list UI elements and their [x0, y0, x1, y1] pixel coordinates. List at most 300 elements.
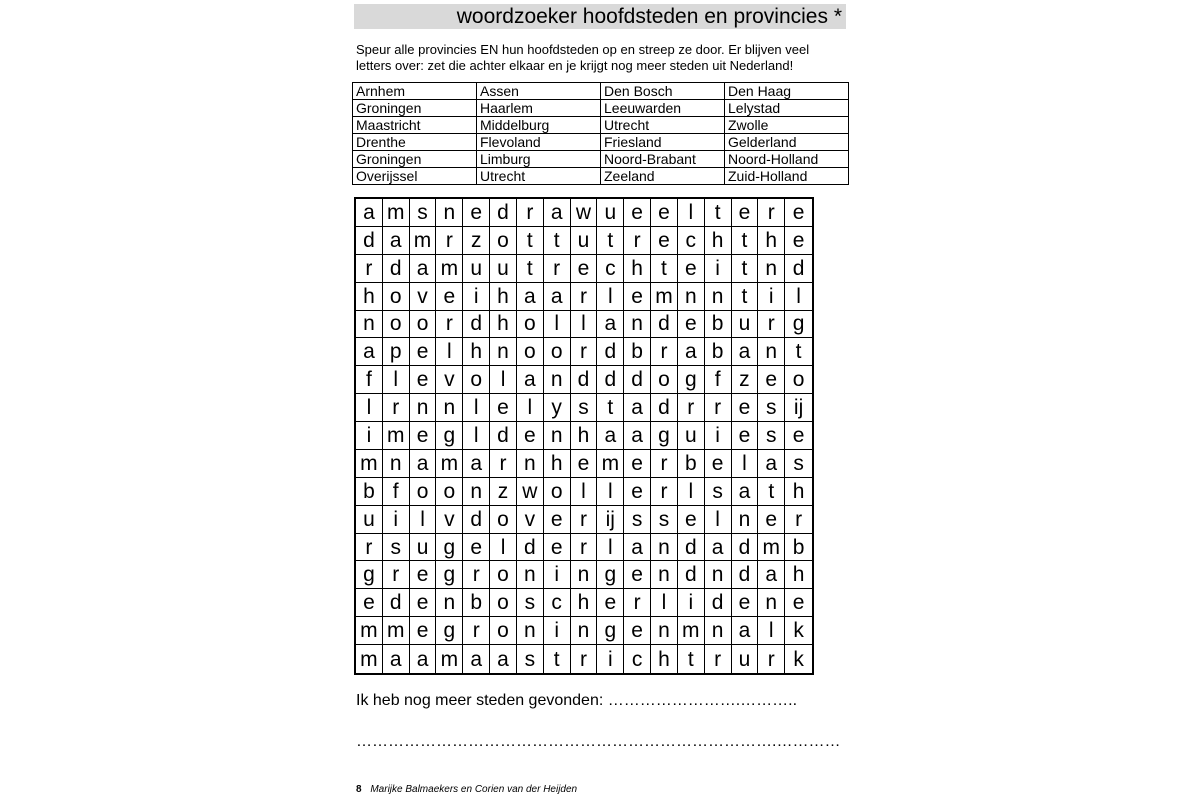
grid-letter-cell[interactable]: m — [356, 450, 383, 478]
grid-letter-cell[interactable]: o — [490, 506, 517, 534]
grid-letter-cell[interactable]: l — [463, 422, 490, 450]
word-list-cell: Drenthe — [353, 134, 477, 151]
grid-letter-cell[interactable]: r — [383, 561, 410, 589]
grid-letter-cell[interactable]: n — [436, 199, 463, 227]
grid-letter-cell[interactable]: g — [436, 617, 463, 645]
grid-letter-cell[interactable]: o — [490, 227, 517, 255]
grid-letter-cell[interactable]: g — [597, 561, 624, 589]
grid-letter-cell[interactable]: a — [383, 227, 410, 255]
grid-letter-cell[interactable]: h — [758, 227, 785, 255]
grid-letter-cell[interactable]: t — [544, 645, 571, 673]
grid-letter-cell[interactable]: d — [785, 255, 812, 283]
grid-letter-cell[interactable]: b — [624, 338, 651, 366]
grid-letter-cell[interactable]: r — [651, 478, 678, 506]
grid-letter-cell[interactable]: e — [517, 422, 544, 450]
grid-letter-cell[interactable]: o — [383, 283, 410, 311]
grid-letter-cell[interactable]: d — [463, 506, 490, 534]
grid-letter-cell[interactable]: e — [463, 199, 490, 227]
grid-letter-cell[interactable]: e — [758, 366, 785, 394]
grid-letter-cell[interactable]: s — [517, 645, 544, 673]
grid-letter-cell[interactable]: u — [732, 645, 759, 673]
grid-letter-cell[interactable]: r — [705, 394, 732, 422]
grid-letter-cell[interactable]: h — [624, 255, 651, 283]
grid-letter-cell[interactable]: r — [571, 534, 598, 562]
grid-letter-cell[interactable]: s — [410, 199, 437, 227]
grid-letter-cell[interactable]: e — [356, 589, 383, 617]
grid-letter-cell[interactable]: m — [678, 617, 705, 645]
grid-letter-cell[interactable]: l — [758, 617, 785, 645]
grid-letter-cell[interactable]: e — [410, 366, 437, 394]
grid-letter-cell[interactable]: r — [544, 255, 571, 283]
grid-letter-cell[interactable]: a — [758, 561, 785, 589]
grid-letter-cell[interactable]: t — [732, 255, 759, 283]
grid-letter-cell[interactable]: w — [571, 199, 598, 227]
grid-letter-cell[interactable]: r — [463, 617, 490, 645]
grid-letter-cell[interactable]: r — [624, 227, 651, 255]
grid-letter-cell[interactable]: a — [624, 534, 651, 562]
grid-letter-cell[interactable]: l — [785, 283, 812, 311]
grid-letter-cell[interactable]: n — [705, 561, 732, 589]
grid-letter-cell[interactable]: t — [597, 394, 624, 422]
grid-letter-cell[interactable]: v — [436, 366, 463, 394]
grid-letter-cell[interactable]: o — [544, 478, 571, 506]
grid-letter-cell[interactable]: n — [758, 589, 785, 617]
grid-letter-cell[interactable]: t — [651, 255, 678, 283]
grid-letter-cell[interactable]: g — [436, 561, 463, 589]
grid-letter-cell[interactable]: u — [678, 422, 705, 450]
grid-letter-cell[interactable]: n — [705, 283, 732, 311]
grid-letter-cell[interactable]: a — [383, 645, 410, 673]
grid-letter-cell[interactable]: d — [356, 227, 383, 255]
grid-letter-cell[interactable]: e — [705, 450, 732, 478]
grid-letter-cell[interactable]: l — [490, 534, 517, 562]
grid-letter-cell[interactable]: u — [490, 255, 517, 283]
grid-letter-cell[interactable]: g — [597, 617, 624, 645]
grid-letter-cell[interactable]: e — [410, 561, 437, 589]
grid-letter-cell[interactable]: n — [624, 311, 651, 339]
grid-letter-cell[interactable]: a — [544, 199, 571, 227]
grid-letter-cell[interactable]: r — [490, 450, 517, 478]
word-search-grid — [354, 197, 814, 675]
grid-letter-cell[interactable]: a — [624, 422, 651, 450]
word-list-cell: Limburg — [477, 151, 601, 168]
grid-letter-cell[interactable]: h — [571, 589, 598, 617]
grid-letter-cell[interactable]: t — [517, 255, 544, 283]
grid-letter-cell[interactable]: r — [383, 394, 410, 422]
grid-letter-cell[interactable]: b — [678, 450, 705, 478]
grid-letter-cell[interactable]: k — [785, 617, 812, 645]
grid-letter-cell[interactable]: o — [517, 338, 544, 366]
grid-letter-cell[interactable]: a — [597, 422, 624, 450]
grid-letter-cell[interactable]: e — [651, 199, 678, 227]
grid-letter-cell[interactable]: m — [383, 617, 410, 645]
grid-letter-cell[interactable]: n — [758, 338, 785, 366]
grid-letter-cell[interactable]: n — [436, 394, 463, 422]
grid-letter-cell[interactable]: r — [758, 311, 785, 339]
grid-letter-cell[interactable]: l — [597, 534, 624, 562]
grid-letter-cell[interactable]: ij — [597, 506, 624, 534]
grid-letter-cell[interactable]: d — [383, 589, 410, 617]
grid-letter-cell[interactable]: d — [624, 366, 651, 394]
grid-letter-cell[interactable]: m — [383, 422, 410, 450]
grid-letter-cell[interactable]: a — [597, 311, 624, 339]
grid-letter-cell[interactable]: u — [597, 199, 624, 227]
grid-letter-cell[interactable]: d — [597, 366, 624, 394]
grid-letter-cell[interactable]: o — [517, 311, 544, 339]
grid-letter-cell[interactable]: r — [463, 561, 490, 589]
grid-letter-cell[interactable]: e — [785, 199, 812, 227]
grid-letter-cell[interactable]: m — [597, 450, 624, 478]
grid-letter-cell[interactable]: e — [544, 534, 571, 562]
grid-letter-cell[interactable]: s — [383, 534, 410, 562]
grid-letter-cell[interactable]: y — [544, 394, 571, 422]
grid-letter-cell[interactable]: a — [758, 450, 785, 478]
grid-letter-cell[interactable]: e — [678, 311, 705, 339]
grid-letter-cell[interactable]: b — [463, 589, 490, 617]
grid-letter-cell[interactable]: a — [356, 338, 383, 366]
grid-letter-cell[interactable]: d — [571, 366, 598, 394]
grid-letter-cell[interactable]: r — [651, 338, 678, 366]
grid-letter-cell[interactable]: l — [383, 366, 410, 394]
grid-letter-cell[interactable]: i — [544, 617, 571, 645]
word-list-row — [353, 117, 849, 134]
grid-letter-cell[interactable]: n — [463, 478, 490, 506]
grid-letter-cell[interactable]: h — [651, 645, 678, 673]
grid-letter-cell[interactable]: f — [705, 366, 732, 394]
grid-letter-cell[interactable]: t — [758, 478, 785, 506]
grid-letter-cell[interactable]: e — [436, 283, 463, 311]
grid-letter-cell[interactable]: a — [732, 338, 759, 366]
grid-letter-cell[interactable]: d — [490, 199, 517, 227]
grid-letter-cell[interactable]: i — [463, 283, 490, 311]
grid-letter-cell[interactable]: s — [758, 422, 785, 450]
grid-letter-cell[interactable]: d — [705, 589, 732, 617]
grid-letter-cell[interactable]: e — [410, 617, 437, 645]
grid-letter-cell[interactable]: e — [544, 506, 571, 534]
grid-letter-cell[interactable]: r — [571, 283, 598, 311]
grid-letter-cell[interactable]: m — [651, 283, 678, 311]
grid-letter-cell[interactable]: e — [624, 199, 651, 227]
grid-letter-cell[interactable]: d — [732, 534, 759, 562]
grid-letter-cell[interactable]: g — [678, 366, 705, 394]
word-list-cell: Den Bosch — [601, 83, 725, 100]
grid-letter-cell[interactable]: t — [705, 199, 732, 227]
grid-letter-cell[interactable]: r — [356, 255, 383, 283]
grid-letter-cell[interactable]: r — [624, 589, 651, 617]
grid-letter-cell[interactable]: t — [544, 227, 571, 255]
grid-letter-cell[interactable]: i — [383, 506, 410, 534]
grid-letter-cell[interactable]: r — [571, 338, 598, 366]
grid-letter-cell[interactable]: e — [678, 255, 705, 283]
grid-letter-cell[interactable]: p — [383, 338, 410, 366]
grid-letter-cell[interactable]: r — [571, 645, 598, 673]
grid-letter-cell[interactable]: w — [517, 478, 544, 506]
grid-letter-cell[interactable]: h — [490, 283, 517, 311]
grid-letter-cell[interactable]: u — [410, 534, 437, 562]
grid-letter-cell[interactable]: e — [732, 199, 759, 227]
grid-letter-cell[interactable]: a — [410, 255, 437, 283]
grid-letter-cell[interactable]: e — [678, 506, 705, 534]
grid-letter-cell[interactable]: g — [785, 311, 812, 339]
grid-letter-cell[interactable]: d — [678, 534, 705, 562]
page-number: 8 — [356, 784, 362, 795]
grid-letter-cell[interactable]: n — [383, 450, 410, 478]
grid-letter-cell[interactable]: e — [624, 283, 651, 311]
grid-letter-cell[interactable]: i — [758, 283, 785, 311]
grid-letter-cell[interactable]: a — [490, 645, 517, 673]
grid-letter-cell[interactable]: o — [490, 589, 517, 617]
grid-letter-cell[interactable]: l — [517, 394, 544, 422]
grid-letter-cell[interactable]: m — [436, 450, 463, 478]
grid-letter-cell[interactable]: f — [383, 478, 410, 506]
grid-letter-cell[interactable]: t — [597, 227, 624, 255]
grid-letter-cell[interactable]: c — [678, 227, 705, 255]
grid-letter-cell[interactable]: r — [571, 506, 598, 534]
grid-letter-cell[interactable]: d — [651, 394, 678, 422]
grid-letter-cell[interactable]: l — [597, 283, 624, 311]
grid-letter-cell[interactable]: z — [463, 227, 490, 255]
grid-letter-cell[interactable]: s — [651, 506, 678, 534]
grid-letter-cell[interactable]: l — [356, 394, 383, 422]
grid-letter-cell[interactable]: r — [356, 534, 383, 562]
grid-letter-cell[interactable]: u — [732, 311, 759, 339]
grid-letter-cell[interactable]: e — [624, 478, 651, 506]
grid-letter-cell[interactable]: i — [597, 645, 624, 673]
grid-letter-cell[interactable]: t — [517, 227, 544, 255]
grid-letter-cell[interactable]: l — [705, 506, 732, 534]
grid-letter-cell[interactable]: s — [517, 589, 544, 617]
grid-letter-cell[interactable]: s — [758, 394, 785, 422]
grid-letter-cell[interactable]: o — [410, 311, 437, 339]
grid-letter-cell[interactable]: n — [544, 366, 571, 394]
grid-letter-cell[interactable]: i — [678, 589, 705, 617]
grid-letter-cell[interactable]: l — [463, 394, 490, 422]
grid-letter-cell[interactable]: a — [732, 617, 759, 645]
grid-letter-cell[interactable]: m — [436, 645, 463, 673]
grid-letter-cell[interactable]: r — [758, 199, 785, 227]
grid-letter-cell[interactable]: h — [705, 227, 732, 255]
grid-letter-cell[interactable]: g — [356, 561, 383, 589]
grid-letter-cell[interactable]: b — [356, 478, 383, 506]
grid-letter-cell[interactable]: d — [463, 311, 490, 339]
grid-letter-cell[interactable]: n — [678, 283, 705, 311]
grid-letter-cell[interactable]: e — [571, 255, 598, 283]
grid-letter-cell[interactable]: b — [785, 534, 812, 562]
grid-letter-cell[interactable]: r — [705, 645, 732, 673]
grid-letter-cell[interactable]: n — [517, 450, 544, 478]
grid-letter-cell[interactable]: e — [624, 561, 651, 589]
grid-letter-cell[interactable]: o — [544, 338, 571, 366]
grid-letter-cell[interactable]: n — [356, 311, 383, 339]
grid-letter-cell[interactable]: l — [678, 199, 705, 227]
grid-letter-cell[interactable]: u — [571, 227, 598, 255]
grid-letter-cell[interactable]: ij — [785, 394, 812, 422]
grid-letter-cell[interactable]: o — [651, 366, 678, 394]
grid-letter-cell[interactable]: t — [732, 227, 759, 255]
grid-letter-cell[interactable]: n — [544, 422, 571, 450]
grid-letter-cell[interactable]: r — [517, 199, 544, 227]
grid-letter-cell[interactable]: c — [624, 645, 651, 673]
grid-letter-cell[interactable]: a — [678, 338, 705, 366]
grid-letter-cell[interactable]: m — [356, 617, 383, 645]
grid-letter-cell[interactable]: e — [732, 589, 759, 617]
grid-letter-cell[interactable]: o — [490, 561, 517, 589]
grid-letter-cell[interactable]: l — [571, 311, 598, 339]
grid-letter-cell[interactable]: l — [410, 506, 437, 534]
grid-letter-cell[interactable]: l — [651, 589, 678, 617]
grid-letter-cell[interactable]: m — [410, 227, 437, 255]
answer-prompt: Ik heb nog meer steden gevonden: …………………….……….. — [356, 692, 798, 709]
grid-letter-cell[interactable]: a — [732, 478, 759, 506]
grid-letter-cell[interactable]: g — [436, 534, 463, 562]
grid-letter-cell[interactable]: o — [463, 366, 490, 394]
grid-letter-cell[interactable]: z — [490, 478, 517, 506]
grid-letter-cell[interactable]: g — [436, 422, 463, 450]
grid-letter-cell[interactable]: u — [463, 255, 490, 283]
grid-letter-cell[interactable]: a — [517, 366, 544, 394]
grid-letter-cell[interactable]: s — [571, 394, 598, 422]
grid-letter-cell[interactable]: n — [517, 561, 544, 589]
grid-letter-cell[interactable]: l — [597, 478, 624, 506]
grid-letter-cell[interactable]: m — [356, 645, 383, 673]
grid-letter-cell[interactable]: o — [383, 311, 410, 339]
grid-letter-cell[interactable]: z — [732, 366, 759, 394]
grid-letter-cell[interactable]: k — [793, 647, 804, 671]
grid-letter-cell[interactable]: n — [571, 617, 598, 645]
grid-letter-cell[interactable]: r — [436, 311, 463, 339]
grid-letter-cell[interactable]: o — [490, 617, 517, 645]
grid-letter-cell[interactable]: e — [785, 422, 812, 450]
grid-letter-cell[interactable]: a — [463, 645, 490, 673]
grid-letter-cell[interactable]: o — [436, 478, 463, 506]
grid-letter-cell[interactable]: e — [651, 227, 678, 255]
grid-letter-cell[interactable]: e — [410, 338, 437, 366]
grid-letter-cell[interactable]: b — [705, 311, 732, 339]
grid-letter-cell[interactable]: n — [517, 617, 544, 645]
grid-letter-cell[interactable]: a — [705, 534, 732, 562]
grid-letter-cell[interactable]: f — [356, 366, 383, 394]
grid-letter-cell[interactable]: c — [544, 589, 571, 617]
grid-letter-cell[interactable]: i — [705, 422, 732, 450]
grid-letter-cell[interactable]: l — [436, 338, 463, 366]
grid-letter-cell[interactable]: s — [785, 450, 812, 478]
grid-letter-cell[interactable]: g — [651, 422, 678, 450]
grid-letter-cell[interactable]: n — [651, 534, 678, 562]
grid-letter-cell[interactable]: h — [785, 478, 812, 506]
grid-letter-cell[interactable]: t — [678, 645, 705, 673]
grid-letter-cell[interactable]: t — [785, 338, 812, 366]
grid-letter-cell[interactable]: s — [624, 506, 651, 534]
grid-letter-cell[interactable]: n — [705, 617, 732, 645]
grid-letter-cell[interactable]: e — [624, 450, 651, 478]
grid-letter-cell[interactable]: r — [785, 506, 812, 534]
grid-letter-cell[interactable]: e — [758, 506, 785, 534]
grid-letter-cell[interactable]: d — [678, 561, 705, 589]
grid-letter-cell[interactable]: r — [758, 645, 785, 673]
grid-letter-cell[interactable]: n — [651, 561, 678, 589]
grid-letter-cell[interactable]: u — [356, 506, 383, 534]
grid-letter-cell[interactable]: r — [436, 227, 463, 255]
grid-letter-cell[interactable]: v — [436, 506, 463, 534]
grid-letter-cell[interactable]: t — [732, 283, 759, 311]
grid-letter-cell[interactable]: d — [651, 311, 678, 339]
grid-letter-cell[interactable]: e — [410, 422, 437, 450]
word-list-cell: Lelystad — [725, 100, 849, 117]
grid-letter-cell[interactable]: b — [705, 338, 732, 366]
grid-letter-cell[interactable]: n — [651, 617, 678, 645]
grid-letter-cell[interactable]: l — [732, 450, 759, 478]
grid-letter-cell[interactable]: h — [490, 311, 517, 339]
grid-letter-cell[interactable]: e — [785, 589, 812, 617]
grid-letter-cell[interactable]: n — [732, 506, 759, 534]
grid-letter-cell[interactable]: l — [571, 478, 598, 506]
grid-letter-cell[interactable]: a — [410, 450, 437, 478]
grid-letter-cell[interactable]: d — [597, 338, 624, 366]
grid-letter-cell[interactable]: e — [463, 534, 490, 562]
grid-letter-cell[interactable]: a — [463, 450, 490, 478]
grid-letter-cell[interactable]: v — [517, 506, 544, 534]
grid-letter-cell[interactable]: i — [705, 255, 732, 283]
word-list-cell: Zwolle — [725, 117, 849, 134]
grid-letter-cell[interactable]: l — [678, 478, 705, 506]
grid-letter-cell[interactable]: i — [544, 561, 571, 589]
grid-letter-cell[interactable]: n — [410, 394, 437, 422]
grid-letter-cell[interactable]: m — [436, 255, 463, 283]
grid-letter-cell[interactable]: o — [785, 366, 812, 394]
grid-letter-cell[interactable]: d — [383, 255, 410, 283]
grid-letter-cell[interactable]: s — [705, 478, 732, 506]
grid-letter-cell[interactable]: l — [544, 311, 571, 339]
grid-letter-cell[interactable]: e — [410, 589, 437, 617]
grid-letter-cell[interactable]: e — [732, 394, 759, 422]
grid-letter-cell[interactable]: a — [624, 394, 651, 422]
grid-letter-cell[interactable]: h — [785, 561, 812, 589]
grid-letter-cell[interactable]: r — [678, 394, 705, 422]
grid-letter-cell[interactable]: e — [571, 450, 598, 478]
grid-letter-cell[interactable]: i — [356, 422, 383, 450]
grid-letter-cell[interactable]: h — [571, 422, 598, 450]
grid-letter-cell[interactable]: d — [490, 422, 517, 450]
grid-letter-cell[interactable]: n — [490, 338, 517, 366]
grid-letter-cell[interactable]: d — [732, 561, 759, 589]
grid-letter-cell[interactable]: m — [383, 199, 410, 227]
grid-letter-cell[interactable]: e — [732, 422, 759, 450]
grid-letter-cell[interactable]: d — [517, 534, 544, 562]
word-list-row — [353, 100, 849, 117]
grid-letter-cell[interactable]: h — [544, 450, 571, 478]
grid-letter-cell[interactable]: o — [410, 478, 437, 506]
grid-letter-cell[interactable]: r — [651, 450, 678, 478]
grid-letter-cell[interactable]: a — [517, 283, 544, 311]
grid-letter-cell[interactable]: c — [597, 255, 624, 283]
grid-letter-cell[interactable]: a — [410, 645, 437, 673]
grid-letter-cell[interactable]: h — [356, 283, 383, 311]
grid-letter-cell[interactable]: l — [490, 366, 517, 394]
grid-letter-cell[interactable]: a — [544, 283, 571, 311]
grid-letter-cell[interactable]: n — [758, 255, 785, 283]
authors: Marijke Balmaekers en Corien van der Heijden — [370, 784, 578, 795]
grid-letter-cell[interactable]: n — [571, 561, 598, 589]
grid-letter-cell[interactable]: e — [597, 589, 624, 617]
grid-letter-cell[interactable]: n — [436, 589, 463, 617]
grid-letter-cell[interactable]: h — [463, 338, 490, 366]
grid-letter-cell[interactable]: m — [758, 534, 785, 562]
grid-letter-cell[interactable]: a — [356, 199, 383, 227]
grid-letter-cell[interactable]: v — [410, 283, 437, 311]
grid-letter-cell[interactable]: e — [490, 394, 517, 422]
grid-letter-cell[interactable]: e — [624, 617, 651, 645]
grid-letter-cell[interactable]: e — [785, 227, 812, 255]
